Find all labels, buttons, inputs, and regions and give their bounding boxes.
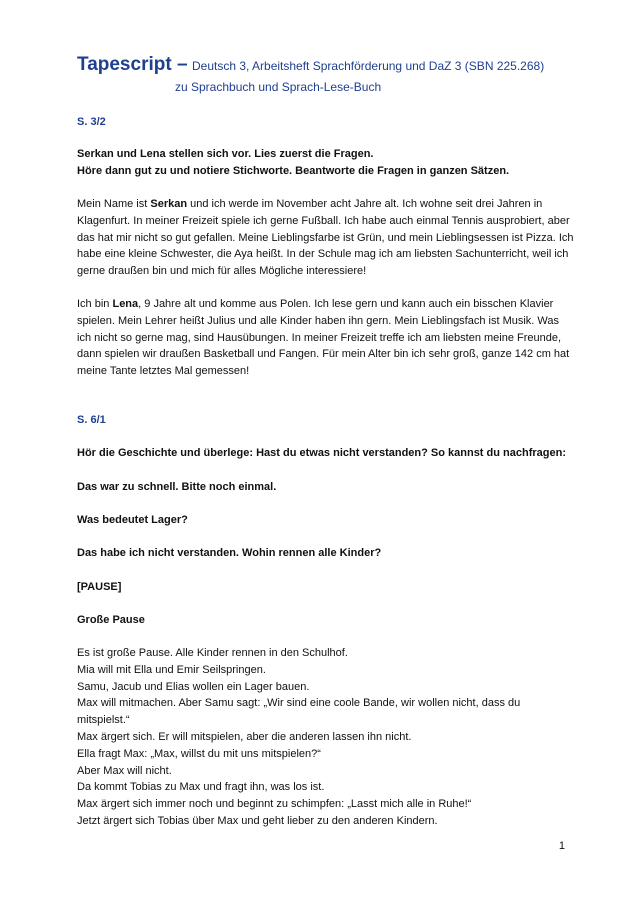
story-line: Da kommt Tobias zu Max und fragt ihn, was los ist. bbox=[77, 781, 325, 794]
document-header bbox=[77, 54, 617, 94]
instruction-line: Höre dann gut zu und notiere Stichworte. Beantworte die Fragen in ganzen Sätzen. bbox=[77, 164, 510, 177]
paragraph-line: Klagenfurt. In meiner Freizeit spiele ich gerne Fußball. Ich habe auch einmal Tennis ausprobiert, aber bbox=[77, 214, 570, 227]
section2-instruction: Hör die Geschichte und überlege: Hast du etwas nicht verstanden? So kannst du nachfragen: bbox=[77, 447, 566, 459]
paragraph-line: gerne draußen bin und mich für alles Mögliche interessiere! bbox=[77, 265, 367, 278]
section-ref-label: S. 6/1 bbox=[77, 414, 106, 426]
paragraph-line: Mein Name ist Serkan und ich werde im November acht Jahre alt. Ich wohne seit drei Jahren in bbox=[77, 198, 543, 210]
question-2: Was bedeutet Lager? bbox=[77, 514, 188, 526]
story-line: Max ärgert sich immer noch und beginnt zu schimpfen: „Lasst mich alle in Ruhe!“ bbox=[77, 798, 472, 811]
section-ref-3-2 bbox=[77, 114, 567, 131]
paragraph-line: das hat mir nicht so gut gefallen. Meine Lieblingsfarbe ist Grün, und mein Lieblingsessen ist Pizza. Ich bbox=[77, 231, 574, 244]
story-line: mitspielst.“ bbox=[77, 714, 130, 727]
instruction-line: Serkan und Lena stellen sich vor. Lies zuerst die Fragen. bbox=[77, 148, 374, 160]
story-line: Mia will mit Ella und Emir Seilspringen. bbox=[77, 663, 266, 676]
pause-marker: [PAUSE] bbox=[77, 581, 122, 593]
serkan-paragraph bbox=[77, 196, 574, 280]
story-title: Große Pause bbox=[77, 614, 145, 626]
story-line: Es ist große Pause. Alle Kinder rennen in den Schulhof. bbox=[77, 647, 348, 659]
title-subtitle: Deutsch 3, Arbeitsheft Sprachförderung und DaZ 3 (SBN 225.268) bbox=[191, 59, 545, 73]
paragraph-line: ich nicht so gerne mag, sind Hausübungen. In meiner Freizeit treffe ich am liebsten meine Freunde, bbox=[77, 331, 562, 344]
section-ref-label: S. 3/2 bbox=[77, 116, 106, 128]
paragraph-line: spielen. Mein Lehrer heißt Julius und alle Kinder haben ihn gern. Mein Lieblingsfach ist Musik. Was bbox=[77, 314, 560, 327]
title-main: Tapescript – bbox=[77, 54, 188, 75]
title-subtitle-line2: zu Sprachbuch und Sprach-Lese-Buch bbox=[175, 80, 382, 94]
question-3: Das habe ich nicht verstanden. Wohin rennen alle Kinder? bbox=[77, 547, 382, 559]
question-1: Das war zu schnell. Bitte noch einmal. bbox=[77, 481, 277, 493]
story-line: Samu, Jacub und Elias wollen ein Lager bauen. bbox=[77, 680, 310, 693]
story-line: Aber Max will nicht. bbox=[77, 764, 172, 777]
paragraph-line: Ich bin Lena, 9 Jahre alt und komme aus Polen. Ich lese gern und kann auch ein bisschen Klavier bbox=[77, 298, 554, 310]
lena-paragraph bbox=[77, 296, 570, 380]
story-text bbox=[77, 645, 567, 830]
page-number: 1 bbox=[558, 840, 565, 852]
story-line: Ella fragt Max: „Max, willst du mit uns mitspielen?“ bbox=[77, 747, 321, 760]
story-line: Max ärgert sich. Er will mitspielen, aber die anderen lassen ihn nicht. bbox=[77, 730, 412, 743]
story-line: Max will mitmachen. Aber Samu sagt: „Wir sind eine coole Bande, wir wollen nicht, dass du bbox=[77, 697, 521, 710]
paragraph-line: dann spielen wir draußen Basketball und Fangen. Für mein Alter bin ich sehr groß, ganze 142 cm hat bbox=[77, 348, 570, 361]
section1-instructions bbox=[77, 146, 567, 180]
story-line: Jetzt ärgert sich Tobias über Max und geht lieber zu den anderen Kindern. bbox=[77, 814, 438, 827]
paragraph-line: meine Tante letztes Mal gemessen! bbox=[77, 365, 250, 378]
paragraph-line: habe eine kleine Schwester, die Aya heißt. In der Schule mag ich am liebsten Sachunterricht, weil ich bbox=[77, 248, 569, 261]
section-ref-6-1 bbox=[77, 412, 567, 429]
